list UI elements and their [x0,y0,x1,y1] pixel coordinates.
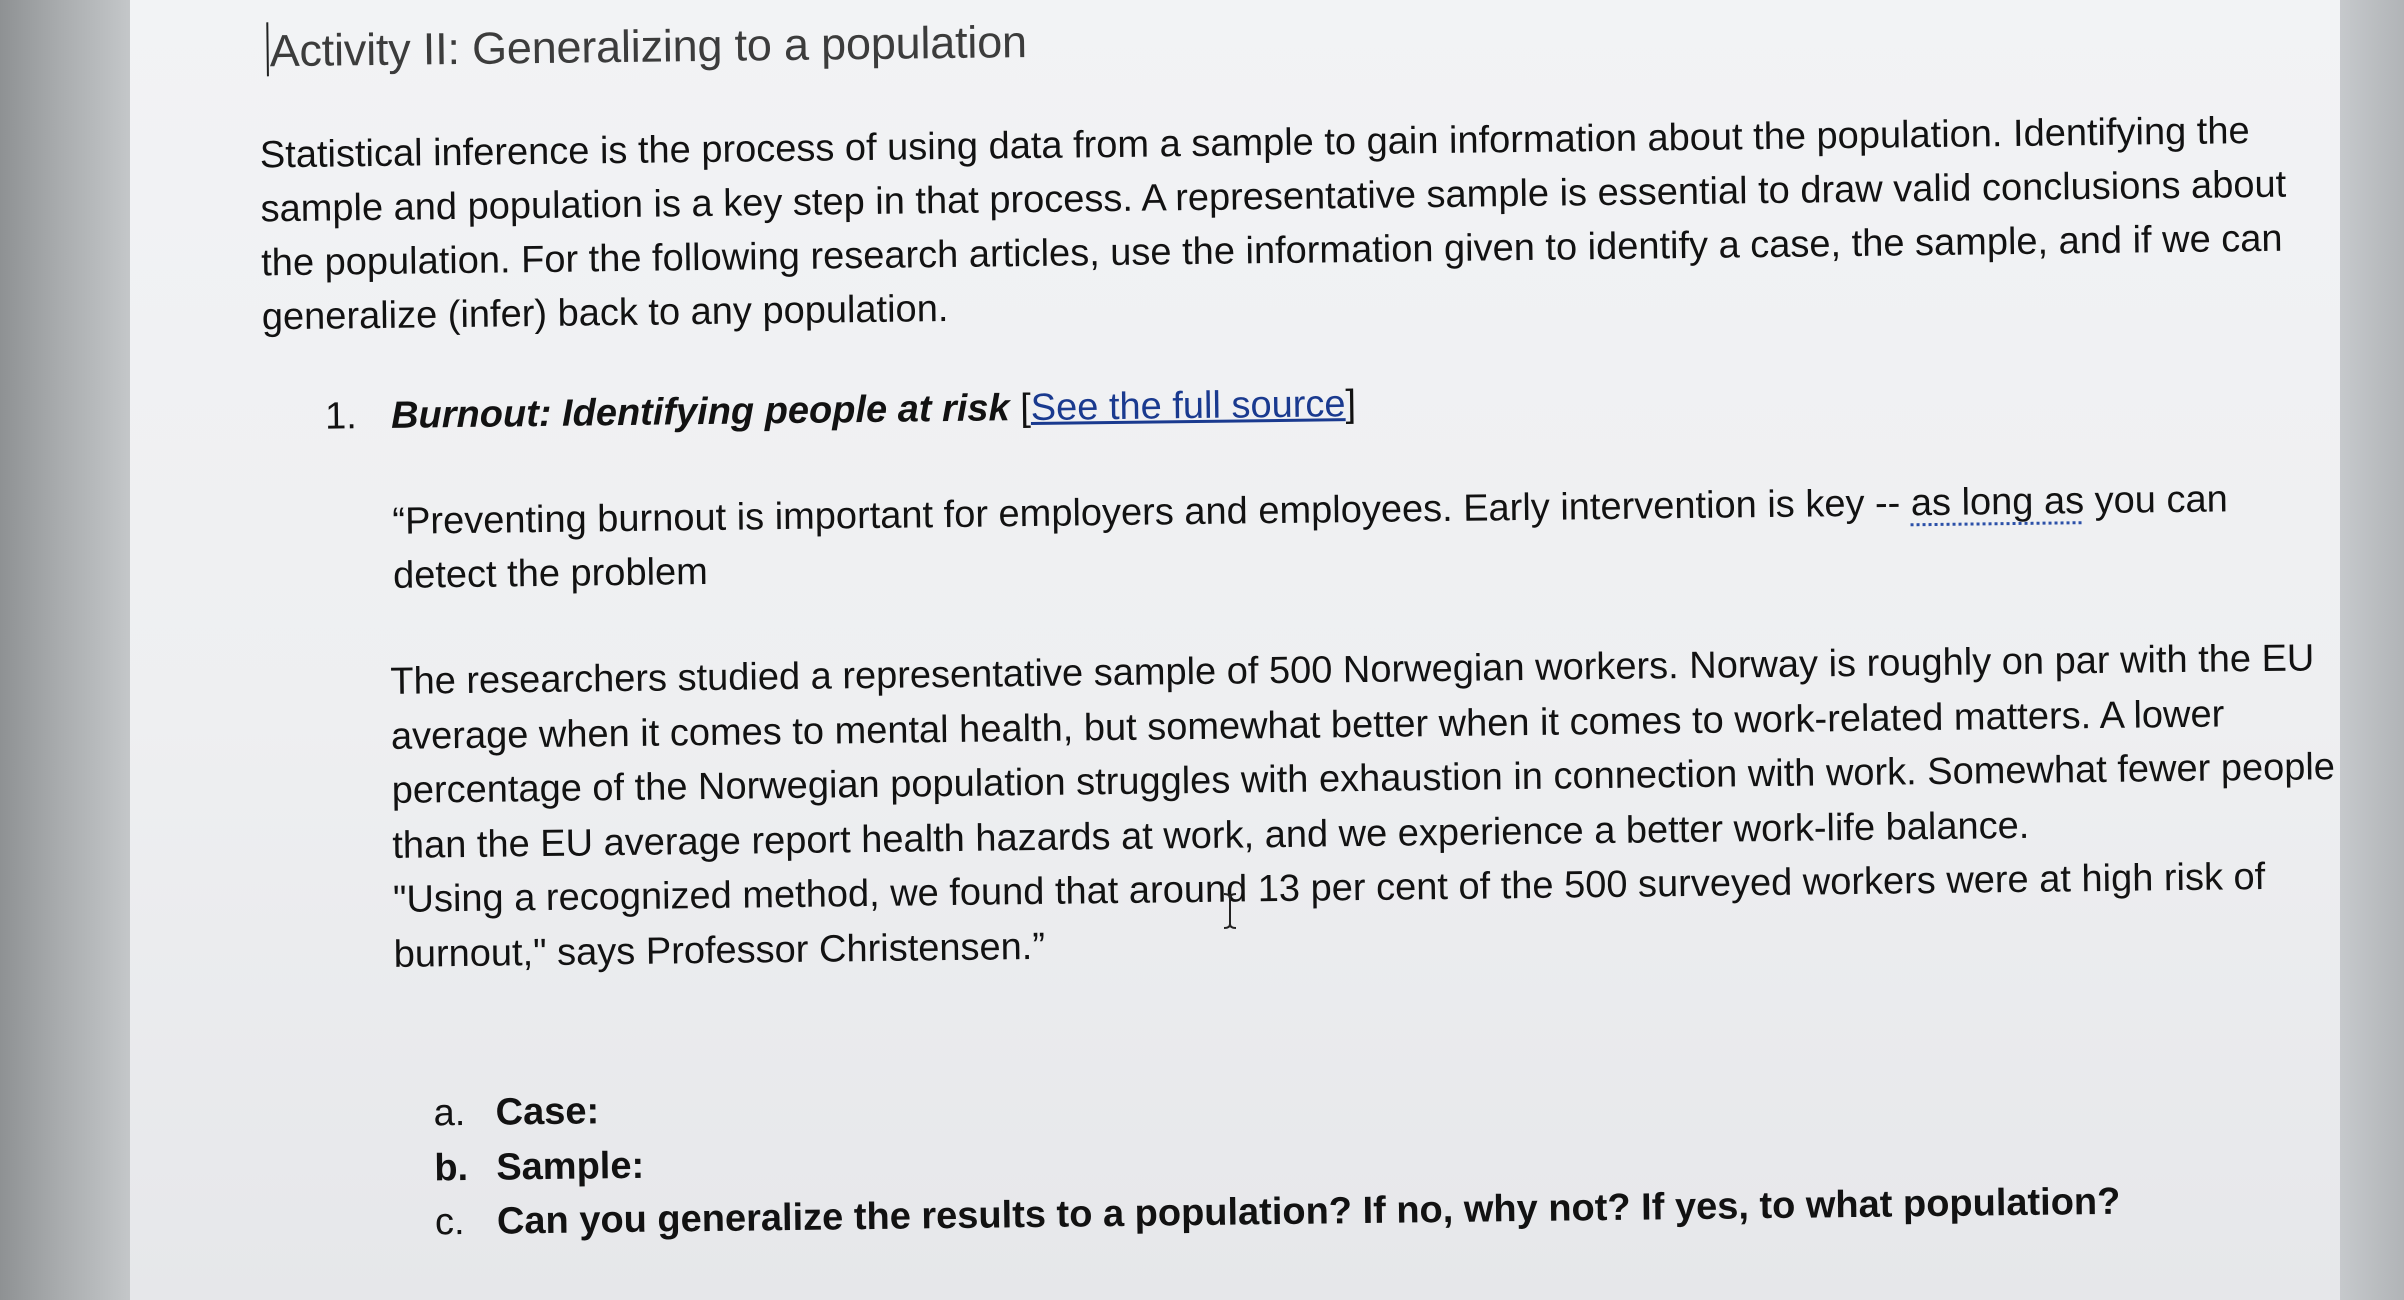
quote-part-2: you can detect the problem [392,478,2228,597]
professor-quote: "Using a recognized method, we found that around 13 per cent of the 500 surveyed workers were at high risk of burnout," says Professor Christensen.” [392,855,2266,976]
question-a-text: Case: [495,1090,600,1134]
ibeam-cursor-icon [1222,892,1238,930]
question-a-marker: a. [433,1091,466,1135]
question-c-text: Can you generalize the results to a population? If no, why not? If yes, to what population? [496,1180,2121,1243]
quote-paragraph-2 [390,631,2354,982]
item-1-number: 1. [324,395,358,438]
intro-paragraph: Statistical inference is the process of using data from a sample to gain information about the population. Identifying the sample and population is a key step in that process. A representative sample is essential to draw valid conclusions about the population. For the following research articles, use the information given to identify a case, the sample, and if we can generalize (infer) back to any population. [259,110,2287,339]
document-body [130,0,2356,1300]
question-b-marker: b. [434,1146,469,1189]
document-page [130,0,2340,1300]
activity-title[interactable] [266,13,1027,77]
question-b-text: Sample: [496,1144,645,1189]
quote-underlined-phrase[interactable]: as long as [1910,480,2085,525]
research-description: The researchers studied a representative sample of 500 Norwegian workers. Norway is roughly on par with the EU average when it comes to mental health, but somewhat better when it comes to work-related matters. A lower percentage of the Norwegian population struggles with exhaustion in connection with work. Somewhat fewer people than the EU average report health hazards at work, and we experience a better work-life balance. [390,637,2336,867]
quote-part-1: “Preventing burnout is important for employers and employees. Early intervention is key -- [392,482,1912,543]
link-close-bracket: ] [1345,383,1357,426]
item-1-heading: Burnout: Identifying people at risk [390,387,1010,437]
quote-paragraph-1 [392,471,2323,603]
item-1-heading-line [325,366,2226,443]
question-c-marker: c. [434,1201,465,1244]
activity-title-text: Activity II: Generalizing to a population [269,16,1028,77]
full-source-link[interactable]: See the full source [1030,383,1346,430]
link-open-bracket: [ [1019,387,1032,430]
question-list [433,1063,2335,1250]
